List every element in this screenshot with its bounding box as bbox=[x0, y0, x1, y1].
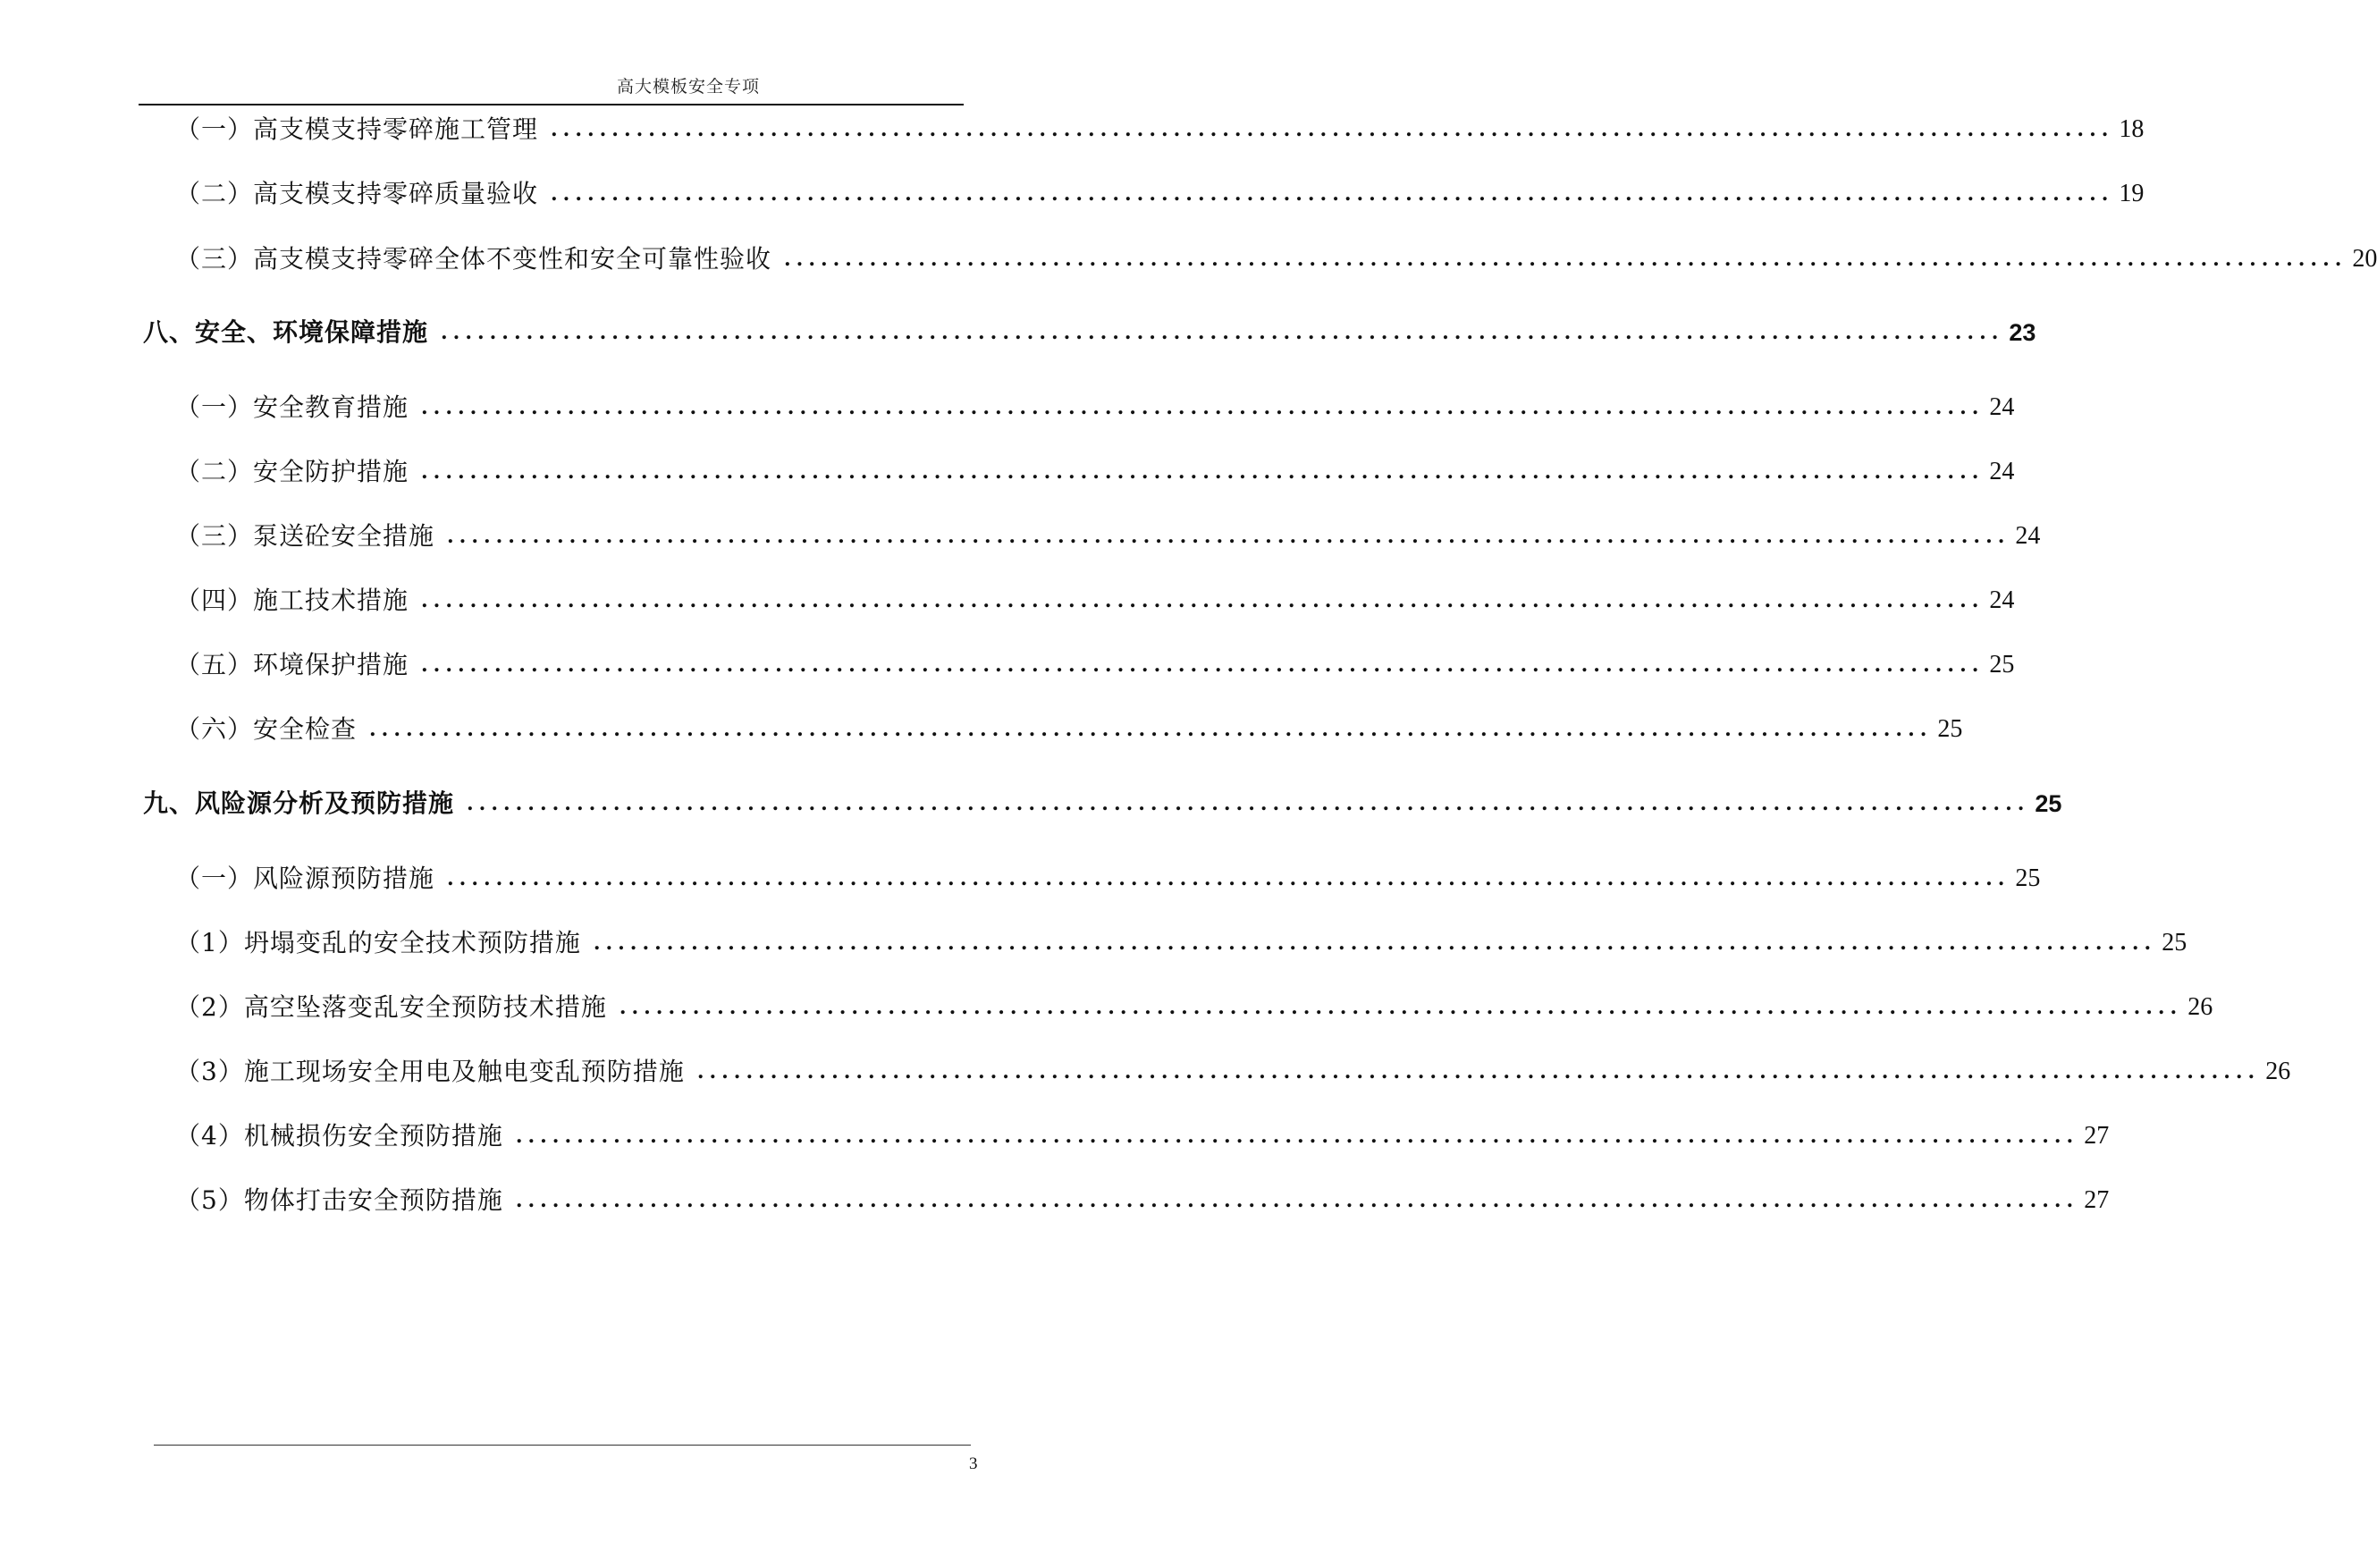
toc-dot-leader: ................................................................................................................................ bbox=[619, 996, 2183, 1019]
toc-dot-leader: ................................................................................................................................ bbox=[551, 182, 2114, 206]
toc-entry-title: （一）风险源预防措施 bbox=[175, 864, 435, 893]
toc-dot-leader: ................................................................................................................................ bbox=[593, 932, 2157, 955]
toc-dot-leader: ................................................................................................................................ bbox=[421, 460, 1985, 484]
footer-rule bbox=[154, 1445, 971, 1446]
toc-entry-title: （三）高支模支持零碎全体不变性和安全可靠性验收 bbox=[175, 244, 772, 274]
toc-page-number: 24 bbox=[1989, 393, 2015, 421]
toc-entry[interactable] bbox=[175, 1117, 2110, 1156]
toc-page-number: 18 bbox=[2119, 115, 2145, 143]
toc-entry-title: （5）物体打击安全预防措施 bbox=[175, 1185, 503, 1215]
toc-dot-leader: ................................................................................................................................ bbox=[421, 653, 1985, 677]
toc-dot-leader: ................................................................................................................................ bbox=[447, 525, 2010, 548]
footer-page-number: 3 bbox=[969, 1454, 978, 1473]
toc-entry-title: （二）高支模支持零碎质量验收 bbox=[175, 179, 539, 208]
toc-dot-leader: ................................................................................................................................ bbox=[551, 118, 2114, 141]
toc-dot-leader: ................................................................................................................................ bbox=[467, 792, 2030, 815]
toc-page-number: 19 bbox=[2119, 180, 2145, 207]
toc-page-number: 20 bbox=[2352, 245, 2377, 273]
toc-entry-title: 九、风险源分析及预防措施 bbox=[143, 788, 455, 818]
toc-dot-leader: ................................................................................................................................ bbox=[515, 1189, 2079, 1212]
toc-page-number: 27 bbox=[2084, 1186, 2110, 1214]
toc-dot-leader: ................................................................................................................................ bbox=[421, 396, 1985, 419]
toc-entry[interactable] bbox=[175, 452, 2015, 492]
toc-page-number: 25 bbox=[1937, 715, 1963, 743]
toc-dot-leader: ................................................................................................................................ bbox=[441, 321, 2004, 344]
toc-page-number: 27 bbox=[2084, 1122, 2110, 1150]
toc-page-number: 26 bbox=[2265, 1058, 2291, 1085]
toc-entry-title: （三）泵送砼安全措施 bbox=[175, 521, 435, 551]
toc-dot-leader: ................................................................................................................................ bbox=[421, 589, 1985, 612]
toc-entry-title: （二）安全防护措施 bbox=[175, 457, 409, 486]
toc-page-number: 24 bbox=[1989, 458, 2015, 485]
toc-dot-leader: ................................................................................................................................ bbox=[696, 1060, 2261, 1083]
toc-page-number: 25 bbox=[2035, 790, 2062, 817]
toc-entry[interactable] bbox=[175, 388, 2015, 427]
toc-entry-title: （六）安全检查 bbox=[175, 714, 358, 744]
toc-entry-title: 八、安全、环境保障措施 bbox=[143, 317, 429, 347]
toc-page-number: 23 bbox=[2009, 319, 2036, 346]
toc-entry[interactable] bbox=[175, 1052, 2291, 1092]
toc-entry-title: （2）高空坠落变乱安全预防技术措施 bbox=[175, 992, 607, 1022]
toc-dot-leader: ................................................................................................................................ bbox=[369, 718, 1933, 741]
toc-entry-title: （一）高支模支持零碎施工管理 bbox=[175, 114, 539, 144]
toc-entry-title: （1）坍塌变乱的安全技术预防措施 bbox=[175, 928, 581, 957]
toc-entry[interactable] bbox=[175, 645, 2015, 685]
toc-chapter-entry[interactable] bbox=[143, 313, 2036, 352]
toc-entry[interactable] bbox=[175, 859, 2041, 898]
toc-page-number: 24 bbox=[1989, 586, 2015, 614]
toc-page-number: 24 bbox=[2015, 522, 2041, 550]
toc-page-number: 26 bbox=[2187, 993, 2213, 1021]
toc-entry[interactable] bbox=[175, 240, 2377, 279]
toc-entry[interactable] bbox=[175, 1181, 2110, 1220]
toc-dot-leader: ................................................................................................................................ bbox=[447, 867, 2010, 890]
header-title: 高大模板安全专项 bbox=[617, 77, 761, 97]
toc-entry-title: （四）施工技术措施 bbox=[175, 586, 409, 615]
toc-entry[interactable] bbox=[175, 710, 1963, 749]
toc-entry-title: （五）环境保护措施 bbox=[175, 650, 409, 679]
toc-entry[interactable] bbox=[175, 988, 2213, 1027]
toc-page-number: 25 bbox=[1989, 651, 2015, 679]
toc-entry[interactable] bbox=[175, 517, 2041, 556]
toc-chapter-entry[interactable] bbox=[143, 784, 2062, 823]
toc-page-number: 25 bbox=[2162, 929, 2187, 957]
toc-entry-title: （4）机械损伤安全预防措施 bbox=[175, 1121, 503, 1151]
toc-entry-title: （一）安全教育措施 bbox=[175, 392, 409, 422]
toc-entry[interactable] bbox=[175, 581, 2015, 620]
toc-entry[interactable] bbox=[175, 923, 2187, 963]
toc-entry[interactable] bbox=[175, 174, 2145, 214]
toc-entry[interactable] bbox=[175, 110, 2145, 149]
toc-entry-title: （3）施工现场安全用电及触电变乱预防措施 bbox=[175, 1057, 685, 1086]
toc-dot-leader: ................................................................................................................................ bbox=[515, 1125, 2079, 1148]
toc-page-number: 25 bbox=[2015, 864, 2041, 892]
toc-dot-leader: ................................................................................................................................ bbox=[784, 248, 2347, 271]
